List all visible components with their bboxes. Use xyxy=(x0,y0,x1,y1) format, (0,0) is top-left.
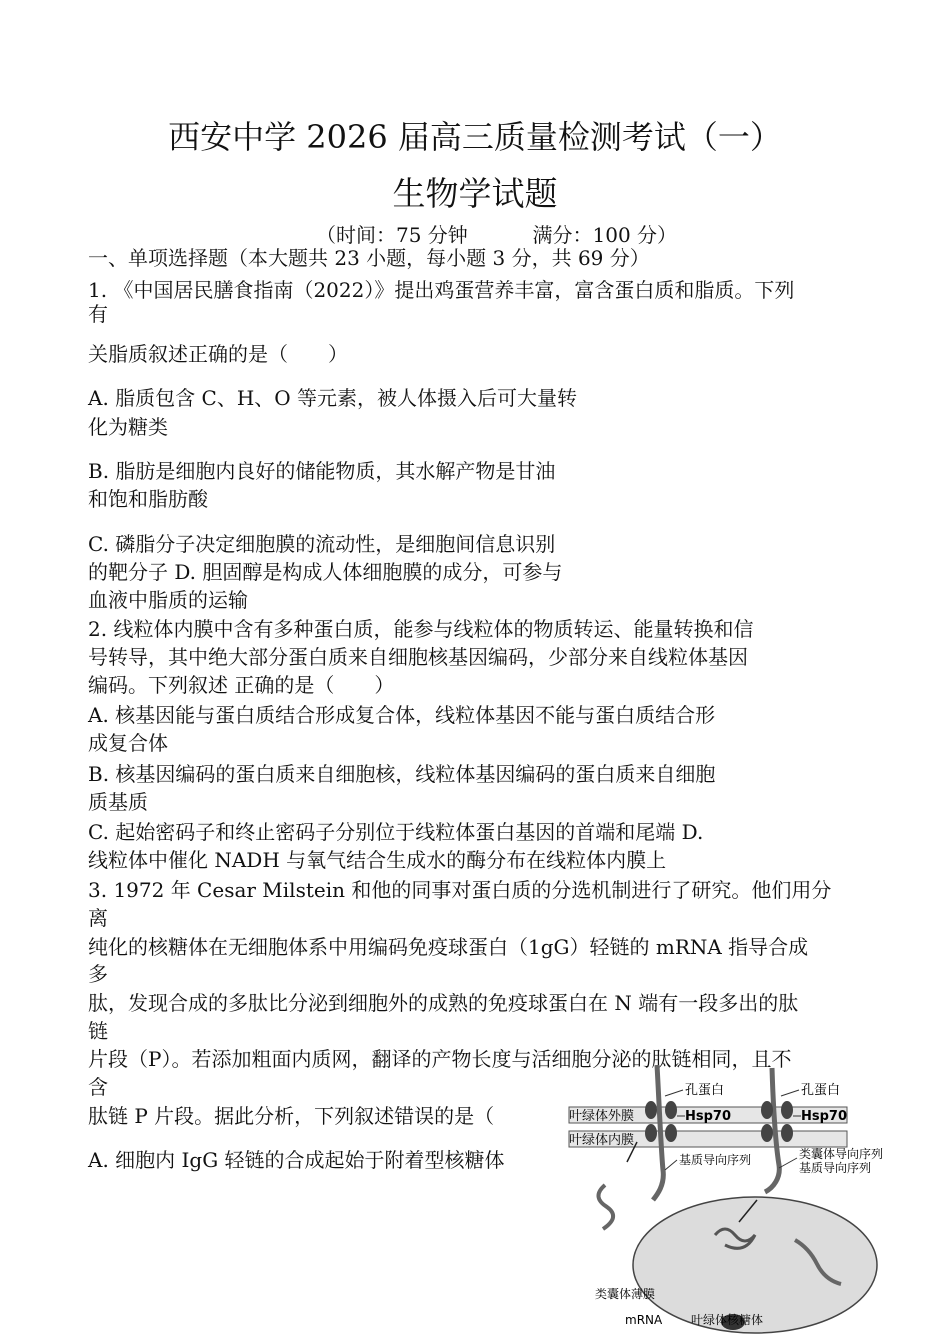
q2-stem-line1: 2. 线粒体内膜中含有多种蛋白质，能参与线粒体的物质转运、能量转换和信 xyxy=(88,617,754,641)
exam-subject: 生物学试题 xyxy=(392,174,558,213)
free-protein xyxy=(598,1185,613,1229)
q2-option-b-line2: 质基质 xyxy=(88,790,148,814)
q3-stem-line4: 多 xyxy=(88,962,108,986)
q1-option-c-line1: C. 磷脂分子决定细胞膜的流动性，是细胞间信息识别 xyxy=(88,532,556,556)
time-limit: （时间：75 分钟 xyxy=(316,223,468,247)
q3-stem-line5: 肽，发现合成的多肽比分泌到细胞外的成熟的免疫球蛋白在 N 端有一段多出的肽 xyxy=(88,991,799,1015)
label-thylakoid-signal: 类囊体导向序列 xyxy=(799,1147,884,1161)
leader-line xyxy=(665,1160,677,1170)
q1-option-c-line3: 血液中脂质的运输 xyxy=(88,588,248,612)
q2-option-c-line1: C. 起始密码子和终止密码子分别位于线粒体蛋白基因的首端和尾端 D. xyxy=(88,820,704,844)
q3-stem-line6: 链 xyxy=(88,1019,108,1043)
label-mrna: mRNA xyxy=(625,1313,663,1327)
leader-line xyxy=(779,1158,797,1168)
q1-option-c-line2: 的靶分子 D. 胆固醇是构成人体细胞膜的成分，可参与 xyxy=(88,560,563,584)
q2-option-a-line1: A. 核基因能与蛋白质结合形成复合体，线粒体基因不能与蛋白质结合形 xyxy=(88,703,716,727)
right-inner-protein-2 xyxy=(781,1124,793,1142)
exam-title: 西安中学 2026 届高三质量检测考试（一） xyxy=(168,118,782,156)
label-outer-membrane: 叶绿体外膜 xyxy=(569,1109,635,1124)
q1-stem-line3: 关脂质叙述正确的是（ ） xyxy=(88,342,348,366)
label-inner-membrane: 叶绿体内膜 xyxy=(569,1133,635,1148)
left-inner-protein-2 xyxy=(665,1124,677,1142)
chloroplast-protein-import-diagram xyxy=(565,1060,910,1344)
section-heading: 一、单项选择题（本大题共 23 小题，每小题 3 分，共 69 分） xyxy=(88,246,650,270)
q1-option-b-line1: B. 脂肪是细胞内良好的储能物质，其水解产物是甘油 xyxy=(88,459,556,483)
q1-option-a-line1: A. 脂质包含 C、H、O 等元素，被人体摄入后可大量转 xyxy=(88,386,578,410)
q1-stem-line1: 1. 《中国居民膳食指南（2022）》提出鸡蛋营养丰富，富含蛋白质和脂质。下列 xyxy=(88,278,795,302)
label-matrix-signal: 基质导向序列 xyxy=(679,1153,752,1167)
q1-option-b-line2: 和饱和脂肪酸 xyxy=(88,487,208,511)
q3-stem-line9: 肽链 P 片段。据此分析，下列叙述错误的是（ xyxy=(88,1104,495,1128)
label-thylakoid-membrane: 类囊体薄膜 xyxy=(595,1287,656,1301)
q3-stem-line8: 含 xyxy=(88,1075,108,1099)
label-hsp-left: Hsp70 xyxy=(685,1109,732,1124)
q1-option-a-line2: 化为糖类 xyxy=(88,415,168,439)
q2-option-a-line2: 成复合体 xyxy=(88,731,168,755)
label-matrix-signal-2: 基质导向序列 xyxy=(799,1161,872,1175)
q3-stem-line3: 纯化的核糖体在无细胞体系中用编码免疫球蛋白（1gG）轻链的 mRNA 指导合成 xyxy=(88,935,809,959)
label-hsp-right: Hsp70 xyxy=(801,1109,848,1124)
label-pore-right: 孔蛋白 xyxy=(801,1083,841,1098)
q3-stem-line2: 离 xyxy=(88,906,108,930)
leader-line xyxy=(665,1090,683,1096)
q2-option-b-line1: B. 核基因编码的蛋白质来自细胞核，线粒体基因编码的蛋白质来自细胞 xyxy=(88,762,716,786)
right-inner-protein-1 xyxy=(761,1124,773,1142)
q3-stem-line1: 3. 1972 年 Cesar Milstein 和他的同事对蛋白质的分选机制进行了研究。他们用分 xyxy=(88,878,832,902)
exam-time xyxy=(316,219,677,248)
label-ribosome: 叶绿体核糖体 xyxy=(691,1313,764,1327)
q1-stem-line2: 有 xyxy=(88,302,108,326)
q2-stem-line2: 号转导，其中绝大部分蛋白质来自细胞核基因编码，少部分来自线粒体基因 xyxy=(88,645,748,669)
q3-stem-line7: 片段（P）。若添加粗面内质网，翻译的产物长度与活细胞分泌的肽链相同，且不 xyxy=(88,1047,792,1071)
q2-stem-line3: 编码。下列叙述 正确的是（ ） xyxy=(88,673,395,697)
full-score: 满分：100 分） xyxy=(532,223,678,247)
q3-option-a-line1: A. 细胞内 IgG 轻链的合成起始于附着型核糖体 xyxy=(88,1148,505,1172)
left-inner-protein-1 xyxy=(645,1124,657,1142)
left-pore-protein-1 xyxy=(645,1101,657,1119)
left-pore-protein-2 xyxy=(665,1101,677,1119)
label-pore-left: 孔蛋白 xyxy=(685,1083,725,1098)
right-pore-protein-1 xyxy=(761,1101,773,1119)
leader-line xyxy=(781,1090,799,1096)
q2-option-c-line2: 线粒体中催化 NADH 与氧气结合生成水的酶分布在线粒体内膜上 xyxy=(88,848,667,872)
right-pore-protein-2 xyxy=(781,1101,793,1119)
